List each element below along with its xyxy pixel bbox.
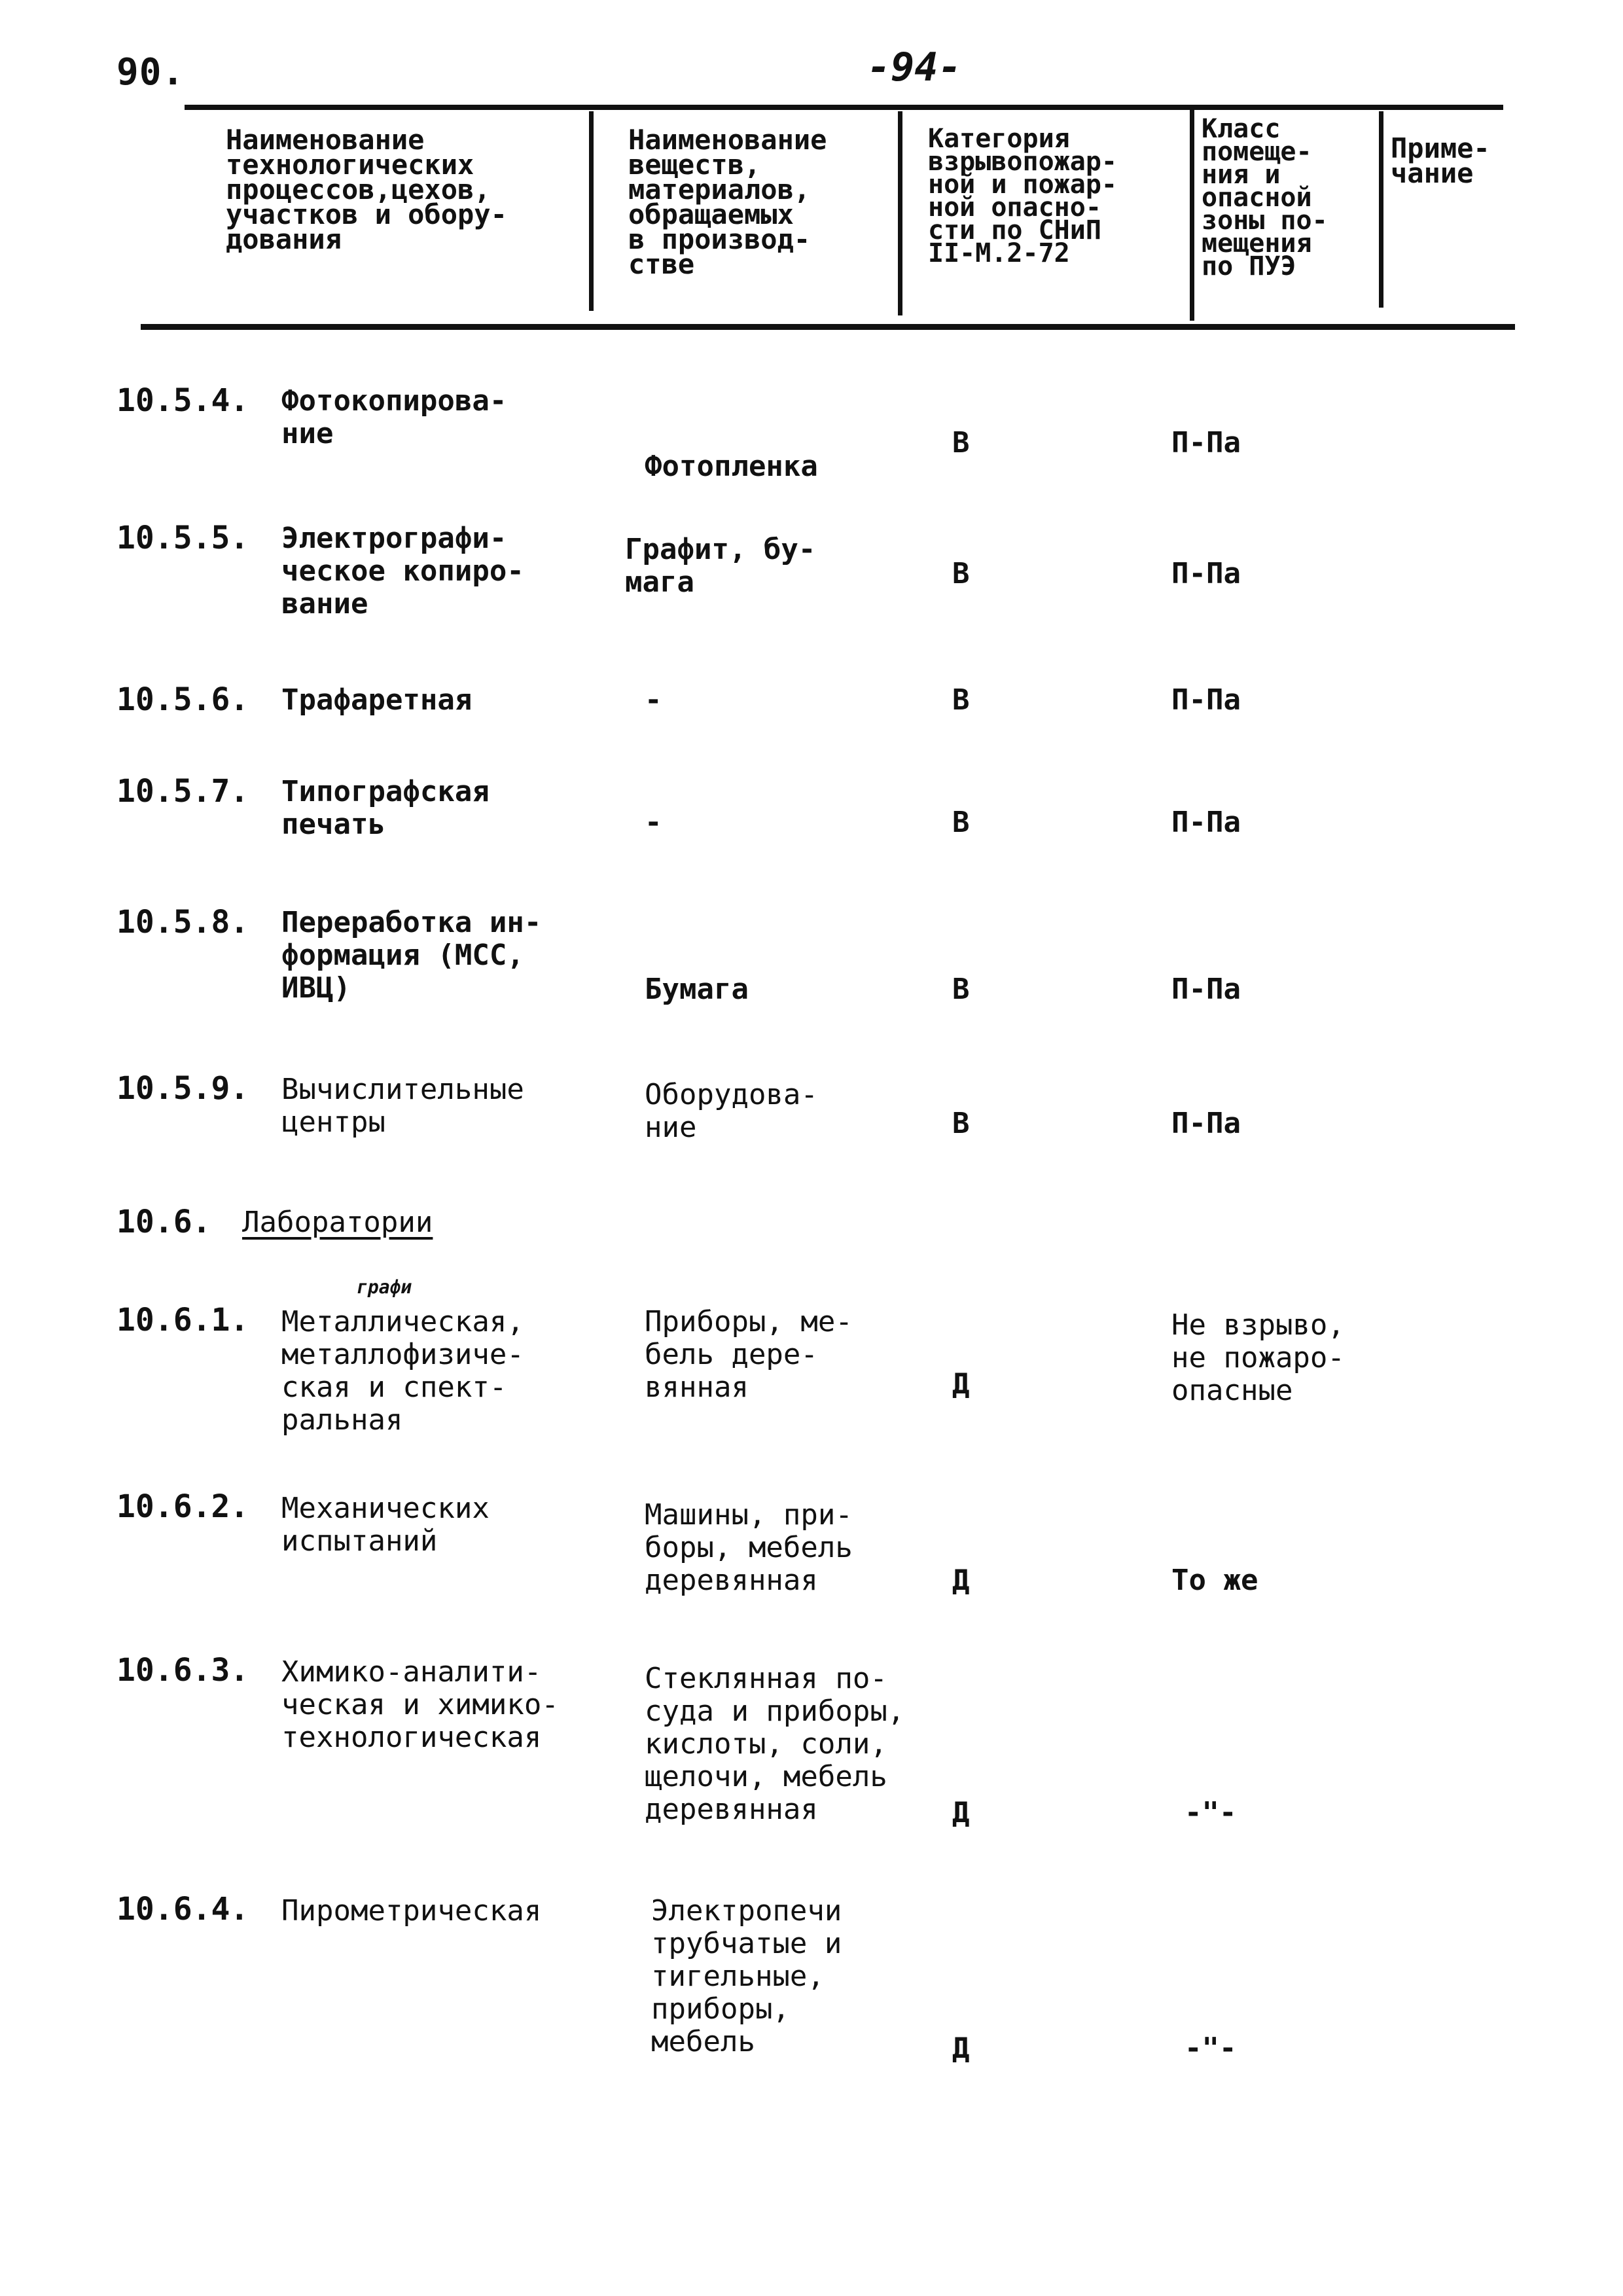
section-code: 10.6. xyxy=(116,1204,211,1240)
row-code: 10.6.1. xyxy=(116,1302,249,1338)
row-process-name: Электрографи- ческое копиро- вание xyxy=(281,522,524,620)
row-material: Фотопленка xyxy=(645,450,818,483)
row-category: Д xyxy=(952,1796,970,1829)
row-material: Стеклянная по- суда и приборы, кислоты, соли, щелочи, мебель деревянная xyxy=(645,1662,905,1826)
row-process-name: Металлическая, металлофизиче- ская и спект- ральная xyxy=(281,1305,524,1437)
row-code: 10.6.4. xyxy=(116,1891,249,1928)
row-class: П-Па xyxy=(1171,557,1241,590)
row-code: 10.5.7. xyxy=(116,773,249,810)
row-class: -"- xyxy=(1185,1796,1237,1829)
row-code: 10.6.2. xyxy=(116,1488,249,1525)
row-material: Электропечи трубчатые и тигельные, приборы, мебель xyxy=(651,1894,842,2058)
row-process-name: Трафаретная xyxy=(281,683,473,717)
header-col-material: Наименование веществ, материалов, обращаемых в производ- стве xyxy=(628,124,827,280)
row-code: 10.5.6. xyxy=(116,681,249,718)
row-class: П-Па xyxy=(1171,973,1241,1006)
row-material: - xyxy=(645,683,662,717)
row-code: 10.5.4. xyxy=(116,382,249,419)
row-class: П-Па xyxy=(1171,683,1241,717)
row-class: То же xyxy=(1171,1564,1258,1597)
row-material: Бумага xyxy=(645,973,749,1006)
row-class: П-Па xyxy=(1171,806,1241,839)
row-material: - xyxy=(645,806,662,839)
page-number-center: -94- xyxy=(867,45,962,90)
row-category: В xyxy=(952,426,970,459)
row-code: 10.6.3. xyxy=(116,1652,249,1689)
row-category: В xyxy=(952,973,970,1006)
row-category: Д xyxy=(952,1367,970,1401)
row-process-name: Типографская печать xyxy=(281,775,490,841)
row-category: В xyxy=(952,557,970,590)
row-category: Д xyxy=(952,1564,970,1597)
row-material: Графит, бу- мага xyxy=(625,533,816,599)
row-class: П-Па xyxy=(1171,1107,1241,1140)
table-header-top-rule xyxy=(185,105,1503,110)
row-class: -"- xyxy=(1185,2032,1237,2065)
row-category: Д xyxy=(952,2032,970,2065)
row-code: 10.5.5. xyxy=(116,520,249,556)
table-header-bottom-rule xyxy=(141,324,1515,330)
row-material: Оборудова- ние xyxy=(645,1078,818,1144)
row-process-name: Пирометрическая xyxy=(281,1894,542,1928)
row-material: Приборы, ме- бель дере- вянная xyxy=(645,1305,853,1404)
page-number-left: 90. xyxy=(116,51,185,94)
header-col-class: Класс помеще- ния и опасной зоны по- мещения по ПУЭ xyxy=(1202,114,1328,281)
header-divider-2 xyxy=(898,111,902,315)
row-category: В xyxy=(952,1107,970,1140)
row-process-name: Механических испытаний xyxy=(281,1492,490,1558)
handwritten-annotation: графи xyxy=(357,1276,412,1298)
section-title: Лаборатории xyxy=(242,1206,433,1239)
row-code: 10.5.9. xyxy=(116,1070,249,1107)
row-process-name: Химико-аналити- ческая и химико- технологическая xyxy=(281,1655,559,1754)
header-divider-4 xyxy=(1379,111,1383,308)
header-col-process: Наименование технологических процессов,цехов, участков и обору- дования xyxy=(226,124,507,255)
header-divider-3 xyxy=(1190,105,1194,321)
header-col-category: Категория взрывопожар- ной и пожар- ной опасно- сти по СНиП II-М.2-72 xyxy=(928,124,1117,268)
row-category: В xyxy=(952,683,970,717)
header-divider-1 xyxy=(589,111,594,311)
row-class: П-Па xyxy=(1171,426,1241,459)
row-process-name: Фотокопирова- ние xyxy=(281,384,507,450)
header-col-note: Приме- чание xyxy=(1391,132,1490,189)
row-material: Машины, при- боры, мебель деревянная xyxy=(645,1498,853,1597)
row-class: Не взрыво, не пожаро- опасные xyxy=(1171,1308,1345,1407)
row-process-name: Вычислительные центры xyxy=(281,1073,524,1139)
row-code: 10.5.8. xyxy=(116,904,249,941)
row-process-name: Переработка ин- формация (МСС, ИВЦ) xyxy=(281,906,542,1005)
row-category: В xyxy=(952,806,970,839)
